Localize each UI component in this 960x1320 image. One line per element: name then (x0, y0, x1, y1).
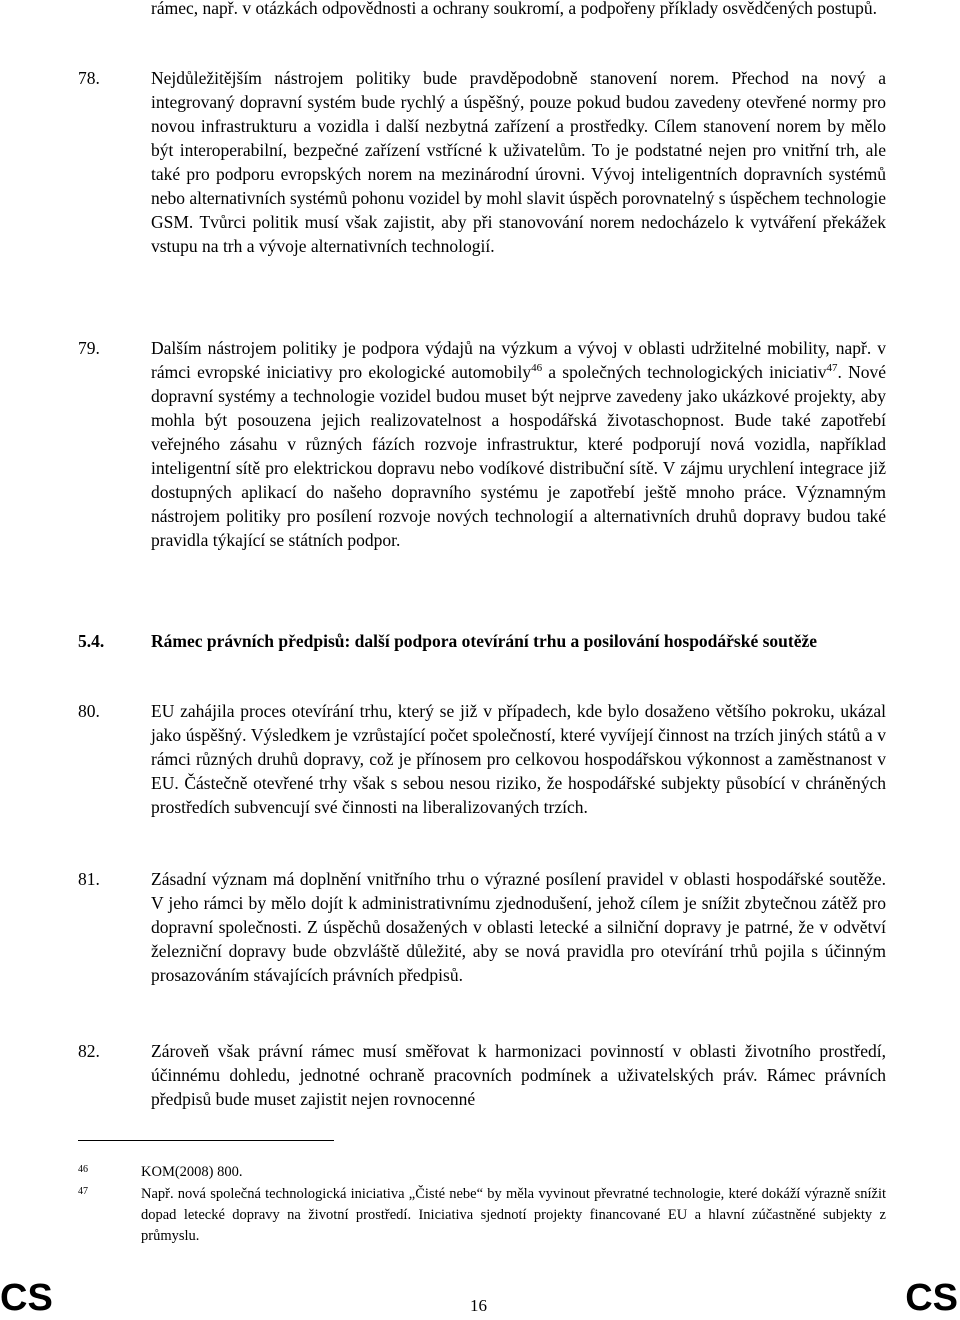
paragraph-text: Zároveň však právní rámec musí směřovat k harmonizaci povinností v oblasti životního prostředí, účinnému dohledu, jednotné ochraně pracovních podmínek a uživatelských práv. Rámec právních předpisů bude muset zajistit nejen rovnocenné (151, 1041, 886, 1109)
paragraph-number: 81. (78, 869, 100, 889)
paragraph-number: 82. (78, 1041, 100, 1061)
paragraph-text: EU zahájila proces otevírání trhu, který se již v případech, kde bylo dosaženo většího pokroku, ukázal jako úspěšný. Výsledkem je vzrůstající počet společností, které vyvíjejí činnost na trzích jiných států a v rámci různých druhů dopravy, což je přínosem pro celkovou hospodářskou výkonnost a zaměstnanost v EU. Částečně otevřené trhy však s sebou nesou riziko, že hospodářské subjekty působící v chráněných prostředích subvencují své činnosti na liberalizovaných trzích. (151, 701, 886, 817)
footnote-ref-47[interactable]: 47 (826, 362, 838, 375)
text-segment: . Nové dopravní systémy a technologie vozidel budou muset být nejprve zavedeny jako ukázkové projekty, aby mohla být posouzena jejich realizovatelnost a hospodářská životaschopnost. Bude také zapotřebí veřejného zásahu v různých fázích rozvoje infrastruktur, které podporují nová vozidla, například inteligentní sítě pro elektrickou dopravu nebo vodíkové distribuční sítě. V zájmu urychlení integrace již dostupných aplikací do našeho dopravního systému je zapotřebí ještě mnoho práce. Významným nástrojem politiky pro posílení rozvoje nových technologií a alternativních druhů dopravy budou také pravidla týkající se státních podpor. (151, 362, 886, 550)
text-segment: Dalším nástrojem politiky je podpora výdajů na výzkum a vývoj v oblasti udržitelné mobility, např. v rámci evropské iniciativy pro ekologické automobily (151, 338, 886, 382)
footnote-number: 46 (78, 1164, 88, 1175)
footnote-number: 47 (78, 1186, 88, 1197)
paragraph-text: Nejdůležitějším nástrojem politiky bude pravděpodobně stanovení norem. Přechod na nový a integrovaný dopravní systém bude rychlý a úspěšný, pouze pokud budou zavedeny otevřené normy pro novou infrastrukturu a vozidla i další nezbytná zařízení a prostředky. Cílem stanovení norem by mělo být interoperabilní, bezpečné zařízení vstřícné k uživatelům. To je podstatné nejen pro vnitřní trh, ale také pro podporu evropských norem na mezinárodní úrovni. Vývoj inteligentních dopravních systémů nebo alternativních systémů pohonu vozidel by mohl slavit úspěch porovnatelný s úspěchem technologie GSM. Tvůrci politik musí však zajistit, aby při stanovování norem nedocházelo k vytváření překážek vstupu na trh a vývoje alternativních technologií. (151, 68, 886, 256)
footnote-separator (78, 1140, 334, 1141)
paragraph-number: 80. (78, 701, 100, 721)
paragraph-text (151, 336, 886, 552)
language-code-left: CS (0, 1277, 53, 1319)
paragraph-text: rámec, např. v otázkách odpovědnosti a ochrany soukromí, a podpořeny příklady osvědčených postupů. (151, 0, 878, 18)
paragraph-number: 78. (78, 68, 100, 88)
text-segment: a společných technologických iniciativ (542, 362, 827, 382)
language-code-right: CS (905, 1277, 958, 1319)
page-number: 16 (470, 1296, 487, 1315)
footnote-text: Např. nová společná technologická iniciativa „Čisté nebe“ by měla vyvinout převratné technologie, které dokáží výrazně snížit dopad letecké dopravy na životní prostředí. Iniciativa sjednotí projekty financované EU a hlavní zúčastněné subjekty z průmyslu. (141, 1186, 886, 1244)
paragraph-number: 79. (78, 338, 100, 358)
footnote-text: KOM(2008) 800. (141, 1164, 243, 1180)
section-number: 5.4. (78, 631, 105, 651)
footnote-ref-46[interactable]: 46 (531, 362, 543, 375)
section-title: Rámec právních předpisů: další podpora otevírání trhu a posilování hospodářské soutěže (151, 631, 818, 651)
paragraph-text: Zásadní význam má doplnění vnitřního trhu o výrazné posílení pravidel v oblasti hospodářské soutěže. V jeho rámci by mělo dojít k administrativnímu zjednodušení, jehož cílem je snížit zbytečnou zátěž pro dopravní společnosti. Z úspěchů dosažených v oblasti letecké a silniční dopravy je patrné, že v odvětví železniční dopravy bude obzvláště důležité, aby se nová pravidla pro otevírání trhů pojila s účinným prosazováním stávajících právních předpisů. (151, 869, 886, 985)
